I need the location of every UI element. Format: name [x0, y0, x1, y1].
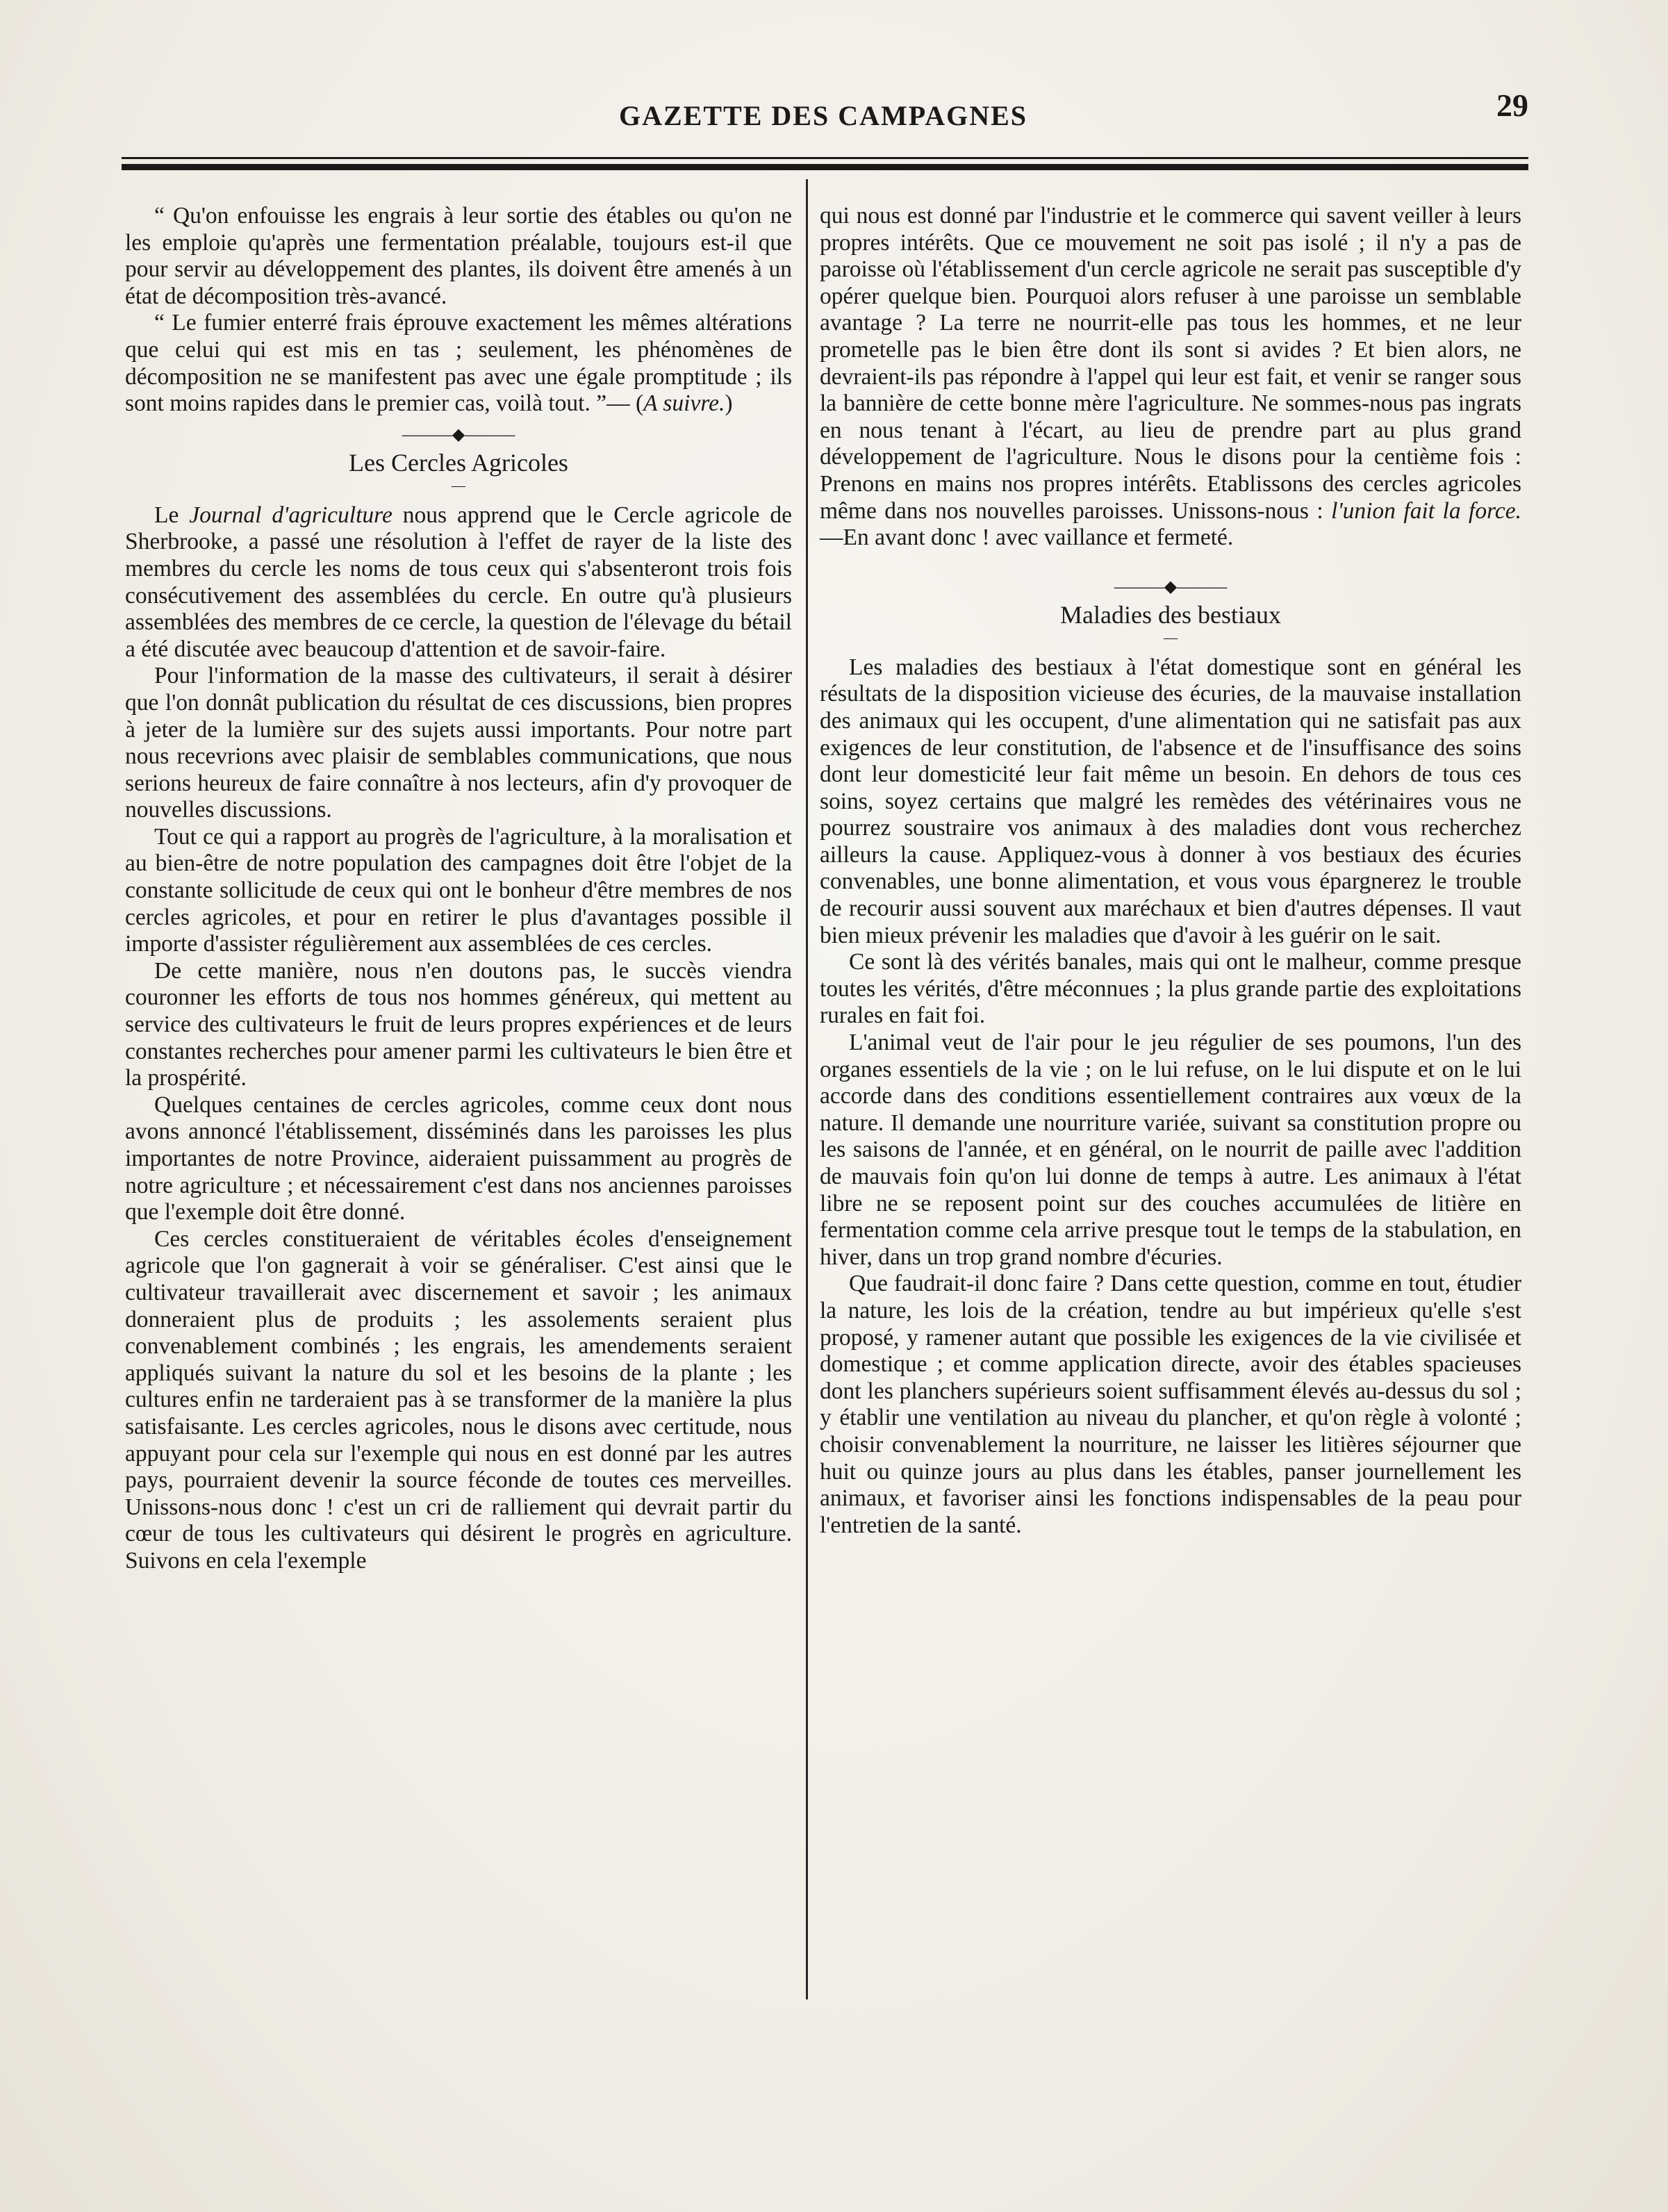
right-column	[820, 203, 1521, 1539]
cercles-paragraph-4: De cette manière, nous n'en doutons pas, le succès viendra couronner les efforts de tous nos hommes généreux, qui mettent au service des cultivateurs le fruit de leurs propres expériences et de leurs constantes recherches pour amener parmi les cultivateurs le bien être et la prospérité.	[125, 957, 792, 1091]
intro-paragraph-2-text: “ Le fumier enterré frais éprouve exactement les mêmes altérations que celui qui est mis en tas ; seulement, les phénomènes de décomposition ne se manifestent pas avec une égale promptitude ; ils sont moins rapides dans le premier cas, voilà tout. ”— (	[125, 310, 792, 417]
continuation-end: —En avant donc ! avec vaillance et fermeté.	[820, 525, 1234, 551]
header-rule-thin	[122, 157, 1528, 159]
motto: l'union fait la force.	[1331, 497, 1521, 524]
cercles-paragraph-6: Ces cercles constitueraient de véritables écoles d'enseignement agricole que l'on gagnerait à voir se généraliser. C'est ainsi que le cultivateur travaillerait avec discernement et savoir ; les animaux donneraient plus de produits ; les assolements seraient plus convenablement combinés ; les engrais, les amendements seraient appliqués suivant la nature du sol et les besoins de la plante ; les cultures enfin ne tarderaient pas à se transformer de la manière la plus satisfaisante. Les cercles agricoles, nous le disons avec certitude, nous appuyant pour cela sur l'exemple qui nous en est donné par les autres pays, pourraient devenir la source féconde de toutes ces merveilles. Unissons-nous donc ! c'est un cri de ralliement qui devrait partir du cœur de tous les cultivateurs qui désirent le progrès en agriculture. Suivons en cela l'exemple	[125, 1225, 792, 1574]
section-dash-cercles: —	[452, 477, 465, 493]
cercles-p1-rest: nous apprend que le Cercle agricole de Sherbrooke, a passé une résolution à l'effet de rayer de la liste des membres du cercle les noms de tous ceux qui s'absenteront trois fois consécutivement des assemblées du cercle. En outre qu'à plusieurs assemblées des membres de ce cercle, la question de l'élevage du bétail a été discutée avec beaucoup d'attention et de savoir-faire.	[125, 502, 792, 662]
masthead	[118, 87, 1528, 142]
section-gap	[820, 552, 1521, 570]
continuation-start: qui nous est donné par l'industrie et le commerce qui savent veiller à leurs propres intérêts. Que ce mouvement ne soit pas isolé ; il n'y a pas de paroisse où l'établissement d'un cercle agricole ne serait pas susceptible d'y opérer quelque bien. Pourquoi alors refuser à une paroisse un semblable avantage ? La terre ne nourrit-elle pas tous les hommes, et ne leur prometelle pas le bien être dont ils sont si avides ? Et bien alors, ne devraient-ils pas répondre à l'appel qui leur est fait, et venir se ranger sous la bannière de cette bonne mère l'agriculture. Ne sommes-nous pas ingrats en nous tenant à l'écart, au lieu de prendre part au plus grand développement de l'agriculture. Nous le disons pour la centième fois : Prenons en mains nos propres intérêts. Etablissons des cercles agricoles même dans nos nouvelles paroisses. Unissons-nous :	[820, 203, 1521, 524]
maladies-paragraph-3: L'animal veut de l'air pour le jeu régulier de ses poumons, l'un des organes essentiels de la vie ; on le lui refuse, on le lui dispute et on le lui accorde dans des conditions essentiellement contraires aux vœux de la nature. Il demande une nourriture variée, suivant sa constitution propre ou les saisons de l'année, et en général, on le nourrit de paille avec l'addition de mauvais foin qu'on lui donne de temps à autre. Les animaux à l'état libre ne se reposent point sur des couches accumulées de litière en fermentation comme cela arrive presque tout le temps de la stabulation, en hiver, dans un trop grand nombre d'écuries.	[820, 1030, 1521, 1270]
section-ornament-maladies: ———◆———	[1114, 577, 1228, 596]
section-ornament-cercles: ———◆———	[402, 425, 515, 444]
section-title-cercles-agricoles: Les Cercles Agricoles	[349, 448, 568, 477]
cercles-p1-start: Le	[154, 502, 190, 528]
cercles-continuation	[820, 203, 1521, 552]
a-suivre-close: )	[725, 390, 733, 417]
maladies-paragraph-4: Que faudrait-il donc faire ? Dans cette question, comme en tout, étudier la nature, les lois de la création, tendre au but impérieux qu'elle s'est proposé, y ramener autant que possible les exigences de la vie civilisée et domestique ; et comme application directe, avoir des étables spacieuses dont les planchers supérieurs soient suffisamment élevés au-dessus du sol ; y établir une ventilation au niveau du plancher, et qu'on règle à volonté ; choisir convenablement la nourriture, ne laisser les litières séjourner que huit ou quinze jours au plus dans les étables, panser journellement les animaux, et favoriser ainsi les fonctions indispensables de la peau pour l'entretien de la santé.	[820, 1271, 1521, 1538]
intro-paragraph-2	[125, 310, 792, 417]
cercles-paragraph-5: Quelques centaines de cercles agricoles, comme ceux dont nous avons annoncé l'établissement, disséminés dans les paroisses les plus importantes de notre Province, aideraient puissamment au progrès de notre agriculture ; et nécessairement c'est dans nos anciennes paroisses que l'exemple doit être donné.	[125, 1091, 792, 1225]
page-number: 29	[1496, 88, 1528, 123]
header-rule-thick	[122, 164, 1528, 170]
a-suivre: A suivre.	[643, 390, 725, 417]
maladies-paragraph-1: Les maladies des bestiaux à l'état domestique sont en général les résultats de la disposition vicieuse des écuries, de la mauvaise installation des animaux qui les occupent, d'une alimentation qui ne satisfait pas aux exigences de leur constitution, de l'absence et de l'insuffisance des soins dont leur domesticité leur fait même un besoin. En dehors de tous ces soins, soyez certains que malgré les remèdes des vétérinaires vous ne pourrez soustraire vos animaux à des maladies dont vous recherchez ailleurs la cause. Appliquez-vous à donner à vos bestiaux des écuries convenables, une bonne alimentation, et vous vous épargnerez le trouble de recourir aussi souvent aux maréchaux et bien d'autres dépenses. Il vaut bien mieux prévenir les maladies que d'avoir à les guérir on le sait.	[820, 654, 1521, 948]
section-dash-maladies: —	[1164, 629, 1178, 645]
journal-title: Journal d'agriculture	[189, 502, 393, 528]
newspaper-title: GAZETTE DES CAMPAGNES	[618, 100, 1027, 131]
cercles-paragraph-1	[125, 502, 792, 663]
maladies-paragraph-2: Ce sont là des vérités banales, mais qui ont le malheur, comme presque toutes les vérités, d'être méconnues ; la plus grande partie des exploitations rurales en fait foi.	[820, 949, 1521, 1029]
section-title-maladies-des-bestiaux: Maladies des bestiaux	[1060, 600, 1281, 629]
cercles-paragraph-3: Tout ce qui a rapport au progrès de l'agriculture, à la moralisation et au bien-être de notre population des campagnes doit être l'objet de la constante sollicitude de ceux qui ont le bonheur d'être membres de nos cercles agricoles, et pour en retirer le plus d'avantages possible il importe d'assister régulièrement aux assemblées de ces cercles.	[125, 823, 792, 957]
column-divider	[806, 179, 808, 1999]
cercles-paragraph-2: Pour l'information de la masse des cultivateurs, il serait à désirer que l'on donnât publication du résultat de ces discussions, bien propres à jeter de la lumière sur des sujets aussi importants. Pour notre part nous recevrions avec plaisir de semblables communications, que nous serions heureux de faire connaître à nos lecteurs, afin d'y provoquer de nouvelles discussions.	[125, 663, 792, 823]
left-column	[125, 203, 792, 1575]
intro-paragraph-1: “ Qu'on enfouisse les engrais à leur sortie des étables ou qu'on ne les emploie qu'après une fermentation préalable, toujours est-il que pour servir au développement des plantes, ils doivent être amenés à un état de décomposition très-avancé.	[125, 203, 792, 309]
